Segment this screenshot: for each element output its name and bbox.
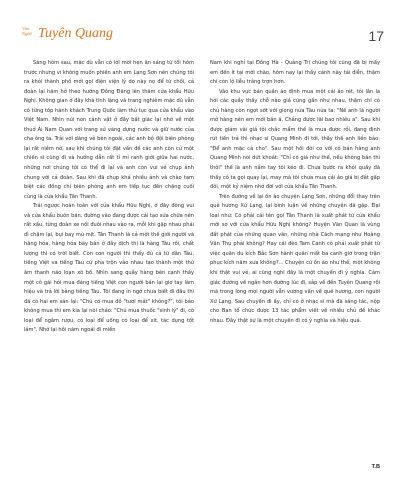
logo-small-text xyxy=(22,26,32,36)
page-header xyxy=(22,20,384,52)
logo-small-top: Văn xyxy=(22,26,30,31)
author-signature: T.B xyxy=(371,464,380,470)
paragraph: Trải ngược hoàn toàn với cửa khẩu Hữu Nghị, ở đây đông vui và cửa khẩu buôn bán, đường vào đang được cải tạo sửa chữa nên rất xấu, từng đoàn xe nối đuôi nhau vào ra, mỗi khi gặp nhau phải dì chậm lại, bụi bay mù mịt. Tân Thanh là cả một thế giới người và hàng hóa, hàng hóa bày bán ở đây dịch thị là hàng Tàu rồi, chất lượng thì có trời biết. Còn con người thì thấy đủ cả từ dân Tàu, tiếng Việt va tiếng Tàu cứ pha trộn vào nhau tạo thành một thứ âm thanh náo loạn xô bồ. Nhìn sang quầy hàng bên cạnh thấy một cô gái hỏi mua đáng tiếng Việt con người bán lại giơ tay làm hiệu và trả lời bằng tiếng Tàu. Tôi đang ỉn ngớ chưa biết đi đâu thì đã có hai em sán lại: "Chú có mua đồ "tươi mát" không?", tôi bảo không mua thì em kia lại nói chảo: "Chú mua thuốc "sinh lý" đi, có loại để ngâm rượu, có loại để uống có loại để xit, tác dụng tốt lắm". Nhớ lại hồi năm ngoái đi miền xyxy=(24,203,194,334)
paragraph: Vào khu vực bán quần áo định mua một cái áo rét, tôi lân la hỏi các quầy thấy chỗ nào giá cũng gần như nhau, thậm chí có chủ hàng còn ngọt sớt với giọng nửa Tàu nửa ta: "Nế anh là người mở hàng nên em mới bán á. Chẳng được lãi bao nhiêu a". Sau khi được giảm vài giá tôi chắc mẩm thế là mua được rồi, đang định rút tiền trả thì nhạc sĩ Quang Minh đi tới, thấy thế anh liền bảo: "Để anh mặc cả cho". Sau một hồi đôi co với cô bán hàng anh Quang Minh nói dứt khoát: "Chỉ có giá như thế, nếu không bán thì thôi" thế là anh nắm tay tôi kéo đi. Chưa bước ra khỏi quầy đã thấy cô ta gọi quay lại, may mà tôi chưa mua cái áo giá bị đắt gấp đôi, một kỷ niệm nhớ đời với cửa khẩu Tân Thanh. xyxy=(210,88,380,191)
right-column xyxy=(210,59,380,326)
magazine-logo xyxy=(22,20,162,50)
paragraph: Sáng hôm sau, mặc dù vẫn có lời mời hẹn ăn sáng từ tối hôm trước nhưng vì không muốn phiền anh em Lạng Sơn nên chúng tôi ra khỏi thành phố mới gọi điện viện lý do này nọ để từ chối, cả đoàn lại hăm hở theo hướng Đồng Đăng lên thăm cửa khẩu Hữu Nghị. Không gian ở đây khá tĩnh lặng và trang nghiêm mặc dù vẫn có từng tốp hành khách Trung Quốc làm thủ tục qua cửa khẩu vào Việt Nam. Nhìn núi non cảnh vật ở đây bất giác lại nhớ về một thuở Ải Nam Quan với trang sử vàng dựng nước và giữ nước của cha ông ta. Trải với dáng vẻ bên ngoài, các anh bộ đội biên phòng lại rất niềm nở, sau khi chúng tôi đặt vấn đề các anh còn cử một chiến sĩ cùng đi và hướng dẫn rất tỉ mỉ ranh giới giữa hai nước, những nơi chúng tôi có thể đi lại và anh còn vui vẻ chụp ảnh chung với cả đoàn. Sau khi đã chụp khá nhiều ảnh và chào tạm biệt các đồng chí biên phòng anh em tiếp tục đến chặng cuối cùng là cửa khẩu Tân Thanh. xyxy=(24,60,194,200)
logo-small-bottom: Nghệ xyxy=(22,31,32,36)
article-body xyxy=(24,59,380,469)
paragraph: Nam khi nghỉ tại Đồng Hà - Quảng Trị chúng tôi cũng đã bị mấy em đến ít tại mời chào, hôm nay lại thấy cảnh này tái diễn, thậm chí còn lộ liễu trắng trợn hơn. xyxy=(210,60,380,86)
page-number: 17 xyxy=(368,28,384,44)
left-column xyxy=(24,59,194,336)
logo-title: Tuyên Quang xyxy=(38,26,114,41)
paragraph: Trên đường về lại ồn ào chuyện Lạng Sơn, những đổi thay trên quê hương Xứ Lạng, lại bình luận về những chuyện đã gặp. Đại loại như: Có phải cái tên gọi Tân Thanh là xuất phát từ cửa khẩu mới so với cửa khẩu Hữu Nghị không? Huyện Văn Quan là vùng đất phát của những quan văn, những nhà Cách mạng như Hoàng Văn Thụ phải không? Hay cái đèo Tam Canh có phải xuất phát từ việc quân du kích Bắc Sơn hành quân mất ba canh giờ trong trận phục kích năm xưa không?... Chuyện cứ ồn ào như thế, một không khí thật vui vẻ, ai cũng nghĩ đây là một chuyến đi ý nghĩa. Cảm giác đường về ngắn hơn đường lúc đi, sắp về đến Tuyên Quang rồi mà trong lòng mọi người vẫn vương vấn về quê hương, con người Xứ Lạng. Sau chuyến đi ấy, chỉ có ở nhạc sĩ mà đã sáng tác, nộp cho Ban tổ chức được 13 tác phẩm viết về nhiều chủ đề khác nhau. Đây thật sự là một chuyến đi có ý nghĩa và hiệu quả. xyxy=(210,193,380,324)
